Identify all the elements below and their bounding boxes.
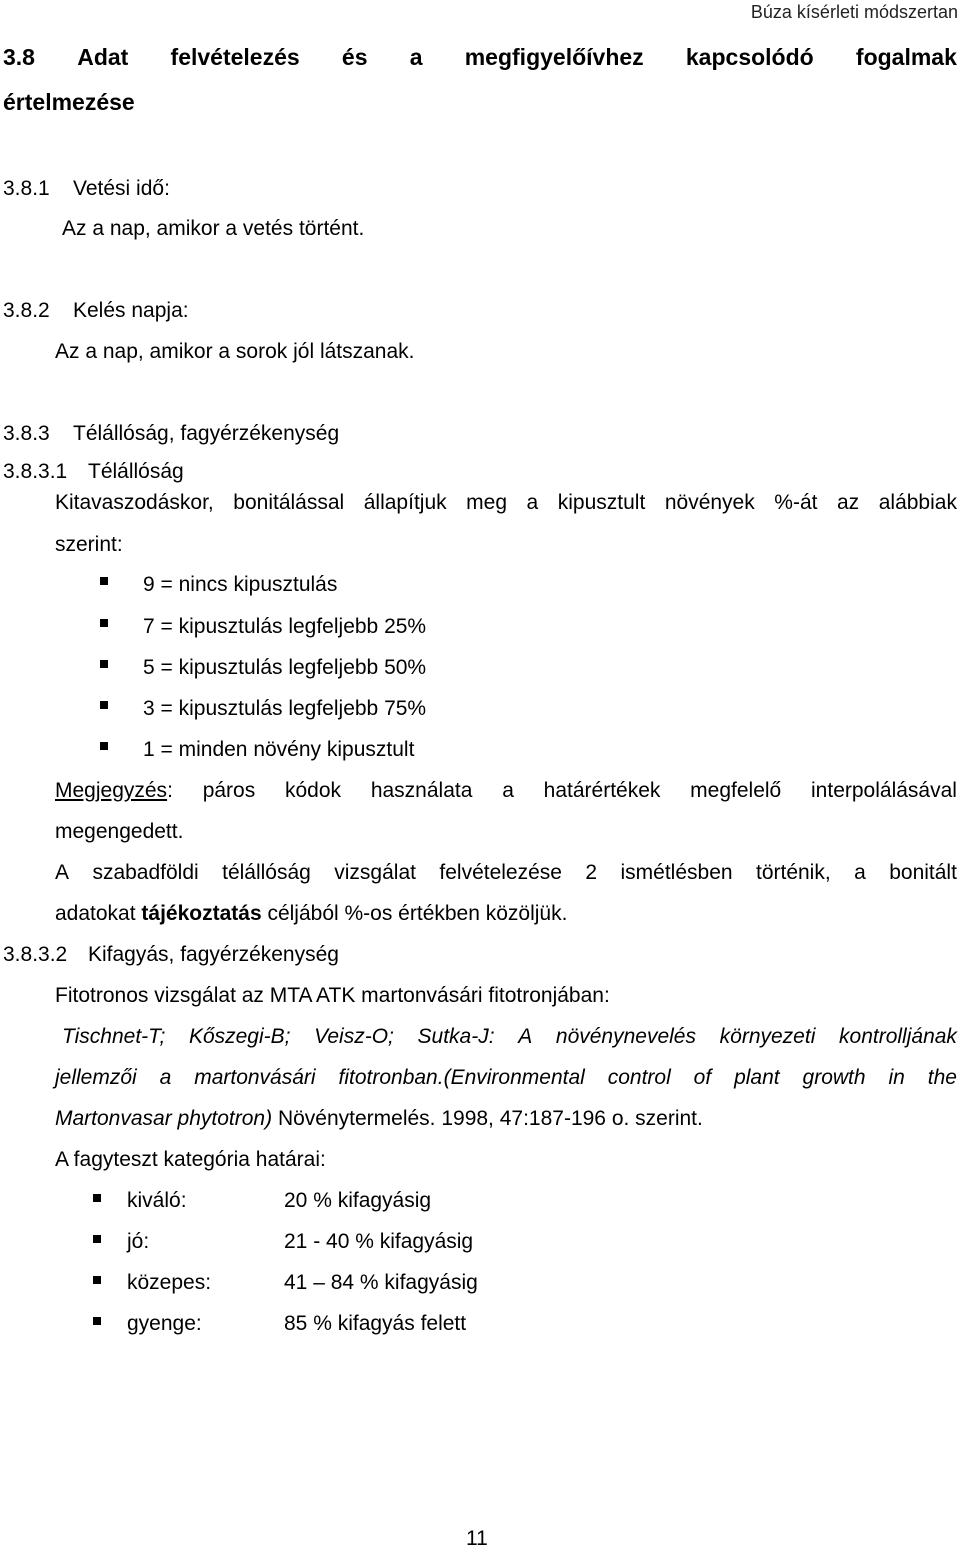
intro-word: alábbiak [878, 491, 957, 514]
section-title-word: kapcsolódó [685, 44, 814, 70]
reference-word: jellemzői [55, 1066, 137, 1089]
intro-word: %-át [774, 491, 818, 514]
reference-word: A [518, 1025, 533, 1048]
note-label: Megjegyzés [55, 779, 168, 802]
subsection-3831-title: Télállóság [88, 460, 184, 483]
reference-word: kontrolljának [839, 1025, 957, 1048]
intro-word: kipusztult [557, 491, 646, 514]
paragraph-word: felvételezése [439, 861, 562, 884]
reference-word: Sutka-J: [417, 1025, 495, 1048]
reference-line-3 [55, 1106, 703, 1131]
paragraph-word: történik, [755, 861, 831, 884]
reference-word: a [159, 1066, 172, 1089]
note-word: a [502, 779, 514, 802]
intro-word: növények [664, 491, 755, 514]
reference-line-1 [62, 1024, 957, 1049]
intro-word: Kitavaszodáskor, [55, 491, 214, 514]
category-value: 21 - 40 % kifagyásig [284, 1230, 474, 1253]
paragraph-pre: adatokat [55, 902, 142, 925]
bullet-icon [100, 619, 108, 627]
paragraph-word: a [854, 861, 866, 884]
reference-word: growth [802, 1066, 866, 1089]
paragraph-word: 2 [585, 861, 598, 884]
reference-word: martonvásári [194, 1066, 316, 1089]
section-title-continuation: értelmezése [3, 89, 135, 115]
subsection-3832-number: 3.8.3.2 [3, 943, 68, 966]
subsection-381-number: 3.8.1 [3, 177, 50, 200]
category-value: 85 % kifagyás felett [284, 1312, 467, 1335]
reference-word: control [607, 1066, 671, 1089]
intro-word: bonitálással [233, 491, 345, 514]
subsection-382-text: Az a nap, amikor a sorok jól látszanak. [55, 340, 415, 363]
section-number: 3.8 [3, 44, 35, 70]
bullet-icon [93, 1276, 101, 1284]
phytotron-line: Fitotronos vizsgálat az MTA ATK martonvásári fitotronjában: [55, 984, 610, 1007]
reference-word: Veisz-O; [314, 1025, 394, 1048]
paragraph-word: bonitált [889, 861, 957, 884]
paragraph-bold: tájékoztatás [141, 902, 262, 925]
paragraph-word: télállóság [222, 861, 311, 884]
reference-line-2 [55, 1065, 957, 1090]
categories-title: A fagyteszt kategória határai: [55, 1148, 326, 1171]
subsection-382-number: 3.8.2 [3, 299, 50, 322]
reference-word: the [927, 1066, 957, 1089]
note-colon: : [167, 779, 173, 802]
section-title-word: fogalmak [855, 44, 957, 70]
paragraph-line-2 [55, 901, 567, 926]
intro-continuation: szerint: [55, 533, 123, 556]
reference-italic: Martonvasar phytotron) [55, 1107, 273, 1130]
paragraph-word: A [55, 861, 70, 884]
paragraph-word: ismétlésben [620, 861, 733, 884]
note-word: kódok [285, 779, 342, 802]
paragraph-line [55, 860, 957, 885]
bullet-icon [93, 1235, 101, 1243]
subsection-383-title: Télállóság, fagyérzékenység [73, 422, 340, 445]
paragraph-word: szabadföldi [92, 861, 199, 884]
section-title-word: Adat [77, 44, 129, 70]
subsection-383-number: 3.8.3 [3, 422, 50, 445]
intro-word: meg [466, 491, 508, 514]
section-title-word: megfigyelőívhez [464, 44, 644, 70]
reference-word: Tischnet-T; [62, 1025, 166, 1048]
intro-word: a [526, 491, 539, 514]
list-item: 1 = minden növény kipusztult [143, 738, 415, 761]
reference-word: fitotronban.(Environmental [338, 1066, 585, 1089]
subsection-381-text: Az a nap, amikor a vetés történt. [62, 217, 365, 240]
paragraph-word: vizsgálat [334, 861, 416, 884]
intro-word: állapítjuk [363, 491, 447, 514]
intro-word: az [837, 491, 860, 514]
paragraph-post: céljából %-os értékben közöljük. [261, 902, 568, 925]
list-item: 5 = kipusztulás legfeljebb 50% [143, 656, 427, 679]
list-item: 9 = nincs kipusztulás [143, 573, 338, 596]
list-item: 7 = kipusztulás legfeljebb 25% [143, 615, 427, 638]
section-heading [3, 44, 957, 72]
note-continuation: megengedett. [55, 820, 184, 843]
note-lead [55, 778, 173, 803]
note-word: megfelelő [690, 779, 782, 802]
reference-word: növénynevelés [555, 1025, 696, 1048]
reference-rest: Növénytermelés. 1998, 47:187-196 o. szerint. [272, 1107, 703, 1130]
reference-word: plant [734, 1066, 780, 1089]
category-label: kiváló: [127, 1189, 187, 1212]
reference-word: Kőszegi-B; [188, 1025, 291, 1048]
category-value: 41 – 84 % kifagyásig [284, 1271, 478, 1294]
note-line [55, 778, 957, 803]
note-word: használata [370, 779, 473, 802]
bullet-icon [100, 742, 108, 750]
subsection-382-title: Kelés napja: [73, 299, 189, 322]
reference-word: in [888, 1066, 905, 1089]
intro-line [55, 490, 957, 515]
subsection-381-title: Vetési idő: [73, 177, 170, 200]
bullet-icon [100, 660, 108, 668]
note-word: páros [202, 779, 256, 802]
reference-word: of [693, 1066, 712, 1089]
category-label: jó: [127, 1230, 150, 1253]
running-header: Búza kísérleti módszertan [750, 2, 958, 22]
bullet-icon [100, 577, 108, 585]
list-item: 3 = kipusztulás legfeljebb 75% [143, 697, 427, 720]
note-word: interpolálásával [811, 779, 957, 802]
category-label: közepes: [127, 1271, 212, 1294]
section-title-word: és [341, 44, 368, 70]
page-number: 11 [466, 1527, 488, 1550]
section-title-word: felvételezés [170, 44, 300, 70]
subsection-3832-title: Kifagyás, fagyérzékenység [88, 943, 339, 966]
note-word: határértékek [543, 779, 661, 802]
bullet-icon [100, 701, 108, 709]
category-value: 20 % kifagyásig [284, 1189, 432, 1212]
section-title-word: a [409, 44, 423, 70]
bullet-icon [93, 1317, 101, 1325]
category-label: gyenge: [127, 1312, 202, 1335]
bullet-icon [93, 1194, 101, 1202]
reference-word: környezeti [719, 1025, 816, 1048]
subsection-3831-number: 3.8.3.1 [3, 460, 68, 483]
